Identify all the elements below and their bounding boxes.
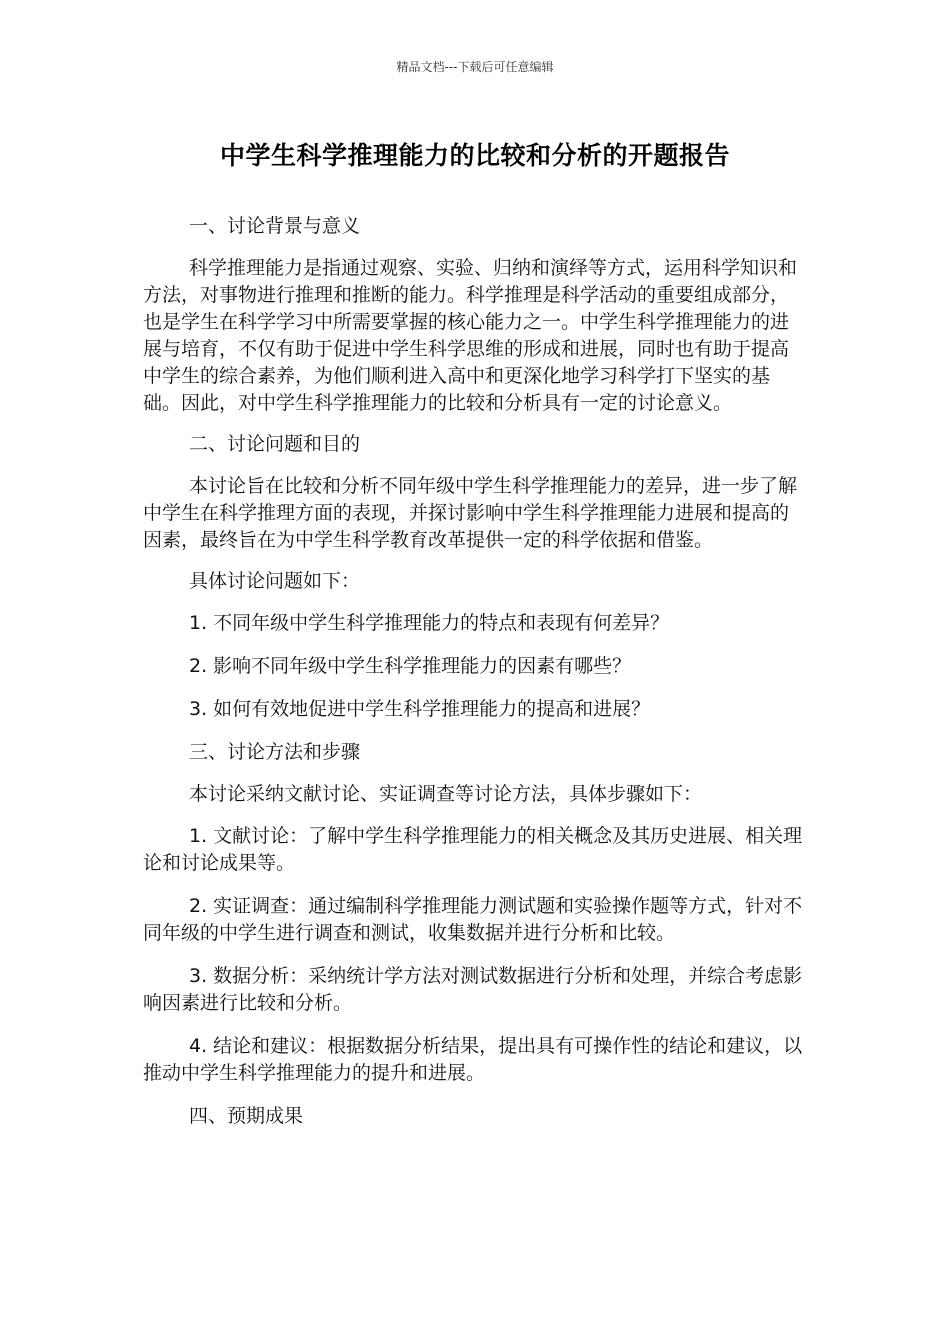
document-body <box>143 213 803 1145</box>
method-step-3: 3. 数据分析：采纳统计学方法对测试数据进行分析和处理，并综合考虑影响因素进行比较和分析。 <box>143 965 803 1014</box>
document-title: 中学生科学推理能力的比较和分析的开题报告 <box>219 141 730 170</box>
section-heading-outcomes: 四、预期成果 <box>189 1105 304 1127</box>
paragraph-questions-intro: 具体讨论问题如下： <box>189 570 361 592</box>
section-heading-methods: 三、讨论方法和步骤 <box>189 741 361 763</box>
method-step-4: 4. 结论和建议：根据数据分析结果，提出具有可操作性的结论和建议，以推动中学生科学推理能力的提升和进展。 <box>143 1035 803 1084</box>
question-item-3: 3. 如何有效地促进中学生科学推理能力的提高和进展？ <box>189 698 651 720</box>
question-item-1: 1. 不同年级中学生科学推理能力的特点和表现有何差异？ <box>189 612 670 634</box>
method-step-2: 2. 实证调查：通过编制科学推理能力测试题和实验操作题等方式，针对不同年级的中学生进行调查和测试，收集数据并进行分析和比较。 <box>143 895 803 944</box>
question-item-2: 2. 影响不同年级中学生科学推理能力的因素有哪些？ <box>189 655 632 677</box>
method-step-1: 1. 文献讨论：了解中学生科学推理能力的相关概念及其历史进展、相关理论和讨论成果等。 <box>143 825 803 874</box>
section-heading-questions: 二、讨论问题和目的 <box>189 433 361 455</box>
section-heading-background: 一、讨论背景与意义 <box>189 215 361 237</box>
paragraph-background: 科学推理能力是指通过观察、实验、归纳和演绎等方式，运用科学知识和方法，对事物进行推理和推断的能力。科学推理是科学活动的重要组成部分，也是学生在科学学习中所需要掌握的核心能力之一。中学生科学推理能力的进展与培育，不仅有助于促进中学生科学思维的形成和进展，同时也有助于提高中学生的综合素养，为他们顺利进入高中和更深化地学习科学打下坚实的基础。因此，对中学生科学推理能力的比较和分析具有一定的讨论意义。 <box>143 257 798 414</box>
header-note: 精品文档---下载后可任意编辑 <box>396 60 554 74</box>
paragraph-methods-intro: 本讨论采纳文献讨论、实证调查等讨论方法，具体步骤如下： <box>189 783 703 805</box>
paragraph-purpose: 本讨论旨在比较和分析不同年级中学生科学推理能力的差异，进一步了解中学生在科学推理方面的表现，并探讨影响中学生科学推理能力进展和提高的因素，最终旨在为中学生科学教育改革提供一定的科学依据和借鉴。 <box>143 475 798 551</box>
